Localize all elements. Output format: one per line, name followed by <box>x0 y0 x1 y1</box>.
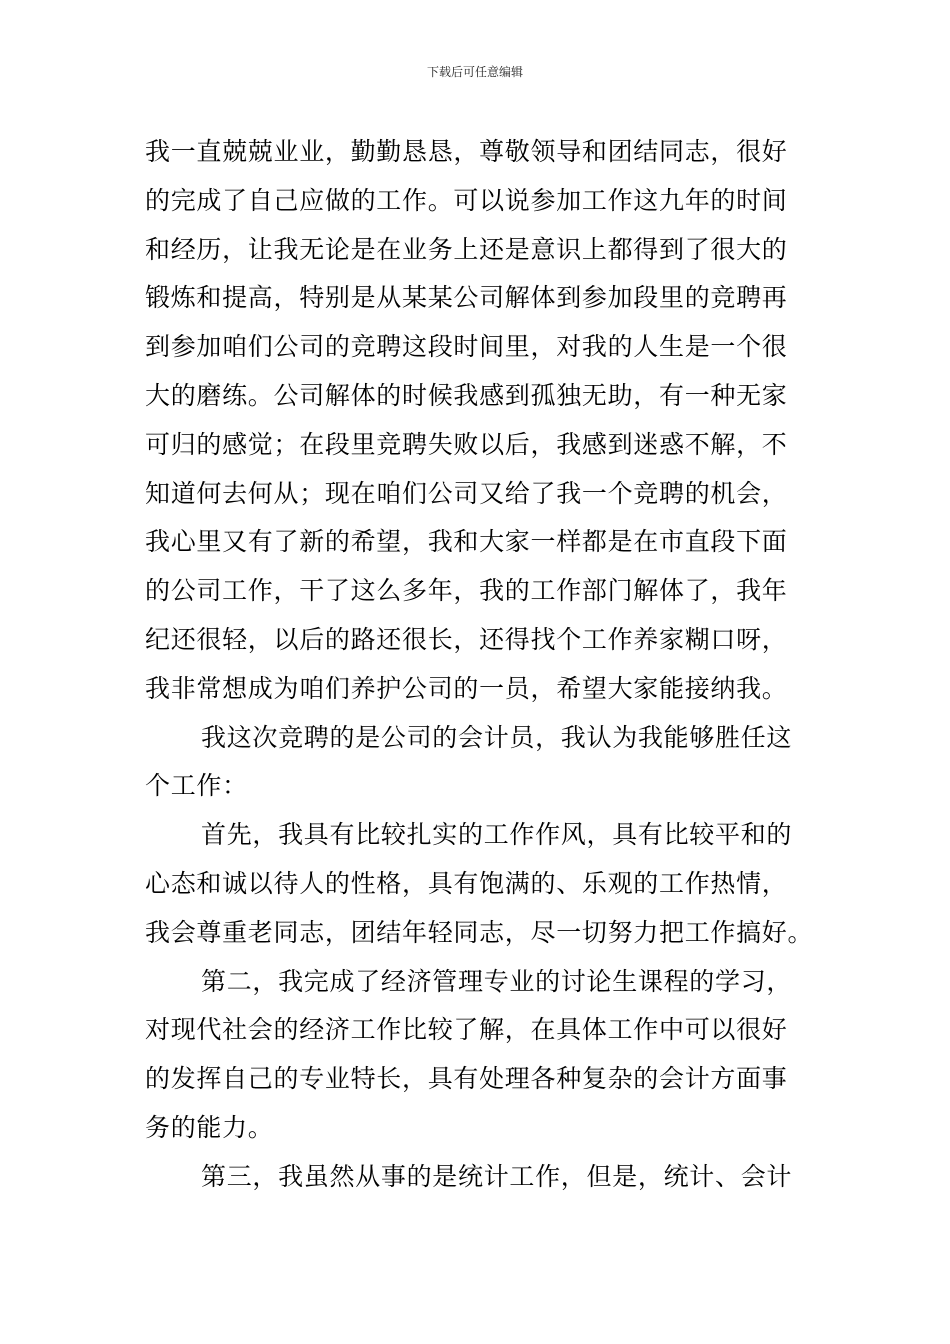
text-line: 大的磨练。公司解体的时候我感到孤独无助，有一种无家 <box>145 380 788 410</box>
text-line: 务的能力。 <box>145 1112 274 1142</box>
text-line: 首先，我具有比较扎实的工作作风，具有比较平和的 <box>201 820 793 850</box>
page-header: 下载后可任意编辑 <box>426 65 523 79</box>
text-line: 个工作： <box>145 771 248 801</box>
text-line: 我会尊重老同志，团结年轻同志，尽一切努力把工作搞好。 <box>145 917 814 947</box>
text-line: 到参加咱们公司的竞聘这段时间里，对我的人生是一个很 <box>145 332 788 362</box>
text-line: 可归的感觉；在段里竞聘失败以后，我感到迷惑不解，不 <box>145 429 788 459</box>
text-line: 我一直兢兢业业，勤勤恳恳，尊敬领导和团结同志，很好 <box>145 137 788 166</box>
text-line: 我心里又有了新的希望，我和大家一样都是在市直段下面 <box>145 527 788 557</box>
text-line: 心态和诚以待人的性格，具有饱满的、乐观的工作热情， <box>145 868 788 898</box>
text-line: 锻炼和提高，特别是从某某公司解体到参加段里的竞聘再 <box>145 283 788 313</box>
text-line: 第三，我虽然从事的是统计工作，但是，统计、会计 <box>201 1161 793 1191</box>
text-line: 第二，我完成了经济管理专业的讨论生课程的学习， <box>201 966 793 996</box>
text-line: 的完成了自己应做的工作。可以说参加工作这九年的时间 <box>145 185 788 215</box>
text-line: 的发挥自己的专业特长，具有处理各种复杂的会计方面事 <box>145 1064 788 1094</box>
text-line: 我这次竞聘的是公司的会计员，我认为我能够胜任这 <box>201 722 793 752</box>
text-line: 对现代社会的经济工作比较了解，在具体工作中可以很好 <box>145 1015 788 1045</box>
text-line: 的公司工作，干了这么多年，我的工作部门解体了，我年 <box>145 576 788 606</box>
text-line: 我非常想成为咱们养护公司的一员，希望大家能接纳我。 <box>145 673 788 703</box>
document-body <box>145 128 814 1202</box>
text-line: 纪还很轻，以后的路还很长，还得找个工作养家糊口呀， <box>145 624 788 654</box>
text-line: 和经历，让我无论是在业务上还是意识上都得到了很大的 <box>145 234 788 264</box>
text-line: 知道何去何从；现在咱们公司又给了我一个竞聘的机会， <box>145 478 788 508</box>
